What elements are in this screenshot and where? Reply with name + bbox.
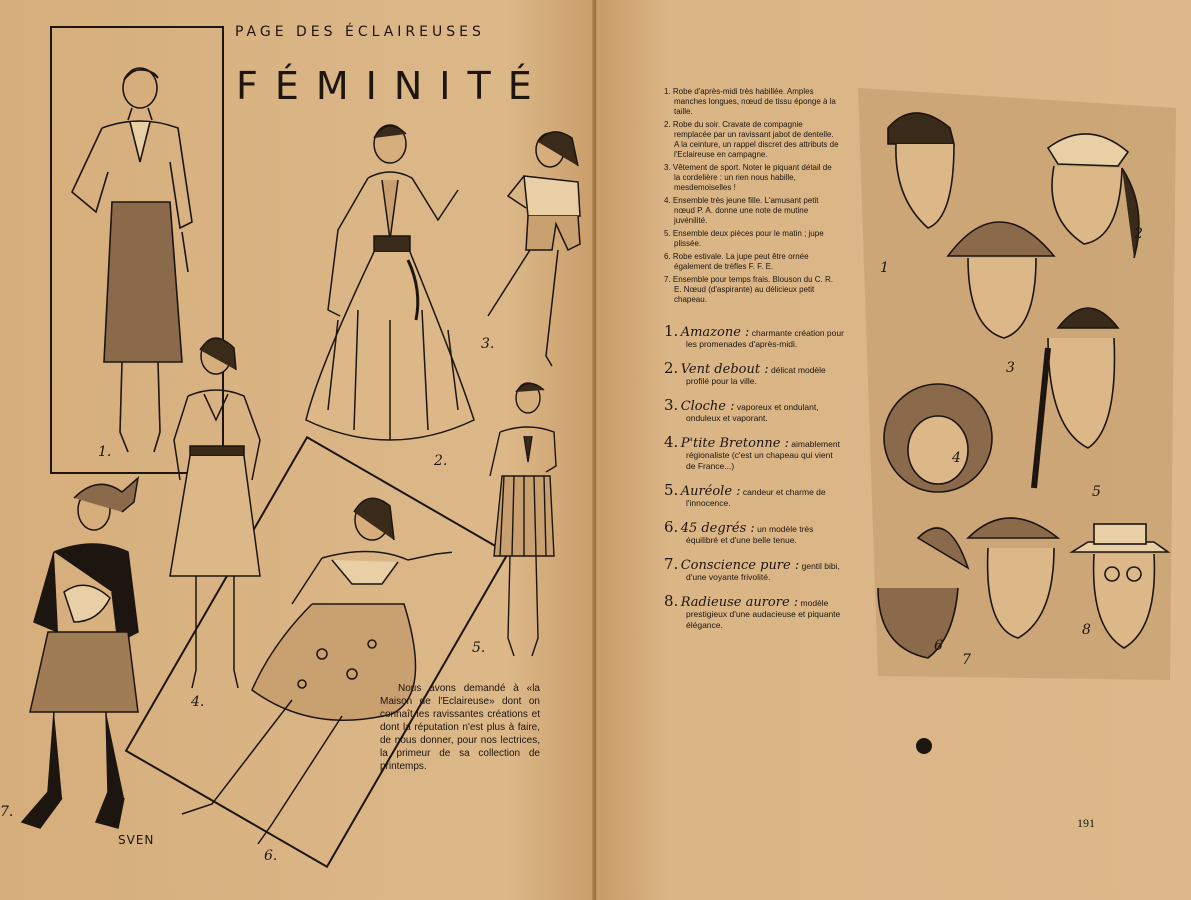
face-label-6: 6 [934,638,943,654]
face-label-2: 2 [1134,226,1143,242]
caption-item: 3. Vêtement de sport. Noter le piquant détail de la cordelière : un rien nous habille, mesdemoiselles ! [664,163,832,192]
caption-item: 7. Ensemble pour temps frais. Blouson du C. R. E. Nœud (d'aspirante) au délicieux petit chapeau. [664,275,833,304]
figure-label-3: 3. [481,336,495,352]
page-title: FÉMINITÉ [236,64,549,108]
page-number: 191 [1077,816,1095,830]
face-label-8: 8 [1082,622,1091,638]
fashion-figure-6 [172,484,452,854]
fashion-figure-5 [484,376,564,666]
caption-item: 4. Ensemble très jeune fille. L'amusant petit nœud P. A. donne une note de mutine juvénilité. [664,196,819,225]
caption-item: 6. Robe estivale. La jupe peut être ornée également de trèfles F. F. E. [664,252,809,271]
hat-item: 8. Radieuse aurore : modèle prestigieux d'une audacieuse et piquante élégance. [664,592,841,630]
hat-item: 5. Auréole : candeur et charme de l'innocence. [664,481,826,508]
hat-item: 2. Vent debout : délicat modèle profilé pour la ville. [664,359,826,386]
illustrator-signature: SVEN [118,833,155,847]
hats-illustration [858,88,1176,680]
caption-item: 1. Robe d'après-midi très habillée. Amples manches longues, nœud de tissu éponge à la taille. [664,87,836,116]
page-header: PAGE DES ÉCLAIREUSES [235,24,485,40]
intro-paragraph: Nous avons demandé à «la Maison de l'Eclaireuse» dont on connaît les ravissantes créations et dont la réputation n'est plus à faire, de nous donner, pour nos lectrices, la primeur de sa collection de printemps. [380,683,540,772]
page-dot [916,738,932,754]
hat-item: 6. 45 degrés : un modèle très équilibré et d'une belle tenue. [664,518,814,545]
figure-label-5: 5. [472,640,486,656]
hat-item: 4. P'tite Bretonne : aimablement régionaliste (c'est un chapeau qui vient de France...) [664,433,840,471]
figure-label-2: 2. [434,453,448,469]
fashion-figure-2 [298,120,478,470]
face-label-5: 5 [1092,484,1101,500]
figure-label-7: 7. [0,804,14,820]
caption-item: 2. Robe du soir. Cravate de compagnie remplacée par un ravissant jabot de dentelle. A la ceinture, un rappel discret des attributs de l'Eclaireuse en campagne. [664,120,839,159]
hat-descriptions [664,322,844,644]
figure-label-6: 6. [264,848,278,864]
face-label-3: 3 [1006,360,1015,376]
outfit-captions [664,87,840,308]
fashion-figure-7 [14,472,154,842]
face-label-1: 1 [880,260,889,276]
figure-label-1: 1. [98,444,112,460]
hat-item: 3. Cloche : vaporeux et ondulant, onduleux et vaporant. [664,396,819,423]
face-label-4: 4 [952,450,961,466]
hat-item: 7. Conscience pure : gentil bibi, d'une voyante frivolité. [664,555,840,582]
caption-item: 5. Ensemble deux pièces pour le matin ; jupe plissée. [664,229,824,248]
hat-item: 1. Amazone : charmante création pour les promenades d'après-midi. [664,322,844,349]
figure-label-4: 4. [191,694,205,710]
face-label-7: 7 [962,652,971,668]
